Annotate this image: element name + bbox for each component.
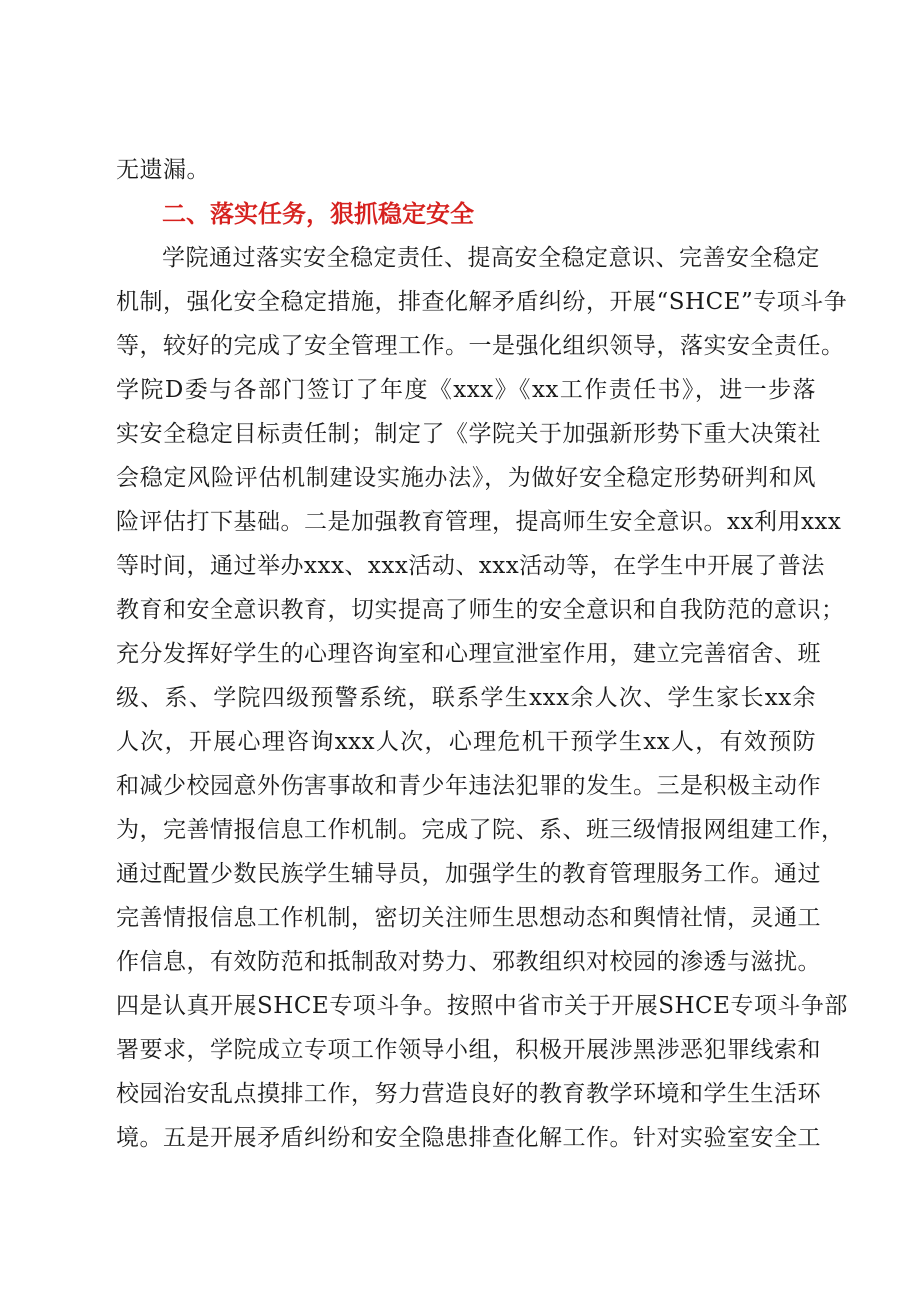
paragraph-line: 作信息，有效防范和抵制敌对势力、邪教组织对校园的渗透与滋扰。 (116, 949, 821, 975)
section-heading: 二、落实任务，狠抓稳定安全 (162, 200, 474, 228)
carry-over-line: 无遗漏。 (116, 157, 210, 183)
paragraph-line: 会稳定风险评估机制建设实施办法》，为做好安全稳定形势研判和风 (116, 465, 816, 491)
paragraph-line: 等时间，通过举办xxx、xxx活动、xxx活动等，在学生中开展了普法 (116, 553, 825, 579)
paragraph-line: 学院D委与各部门签订了年度《xxx》《xx工作责任书》，进一步落 (116, 377, 816, 403)
paragraph-line: 人次，开展心理咨询xxx人次，心理危机干预学生xx人，有效预防 (116, 729, 816, 755)
paragraph-line: 通过配置少数民族学生辅导员，加强学生的教育管理服务工作。通过 (116, 861, 821, 887)
paragraph-line: 险评估打下基础。二是加强教育管理，提高师生安全意识。xx利用xxx (116, 509, 842, 535)
paragraph-line: 等，较好的完成了安全管理工作。一是强化组织领导，落实安全责任。 (116, 333, 845, 359)
paragraph-line: 实安全稳定目标责任制；制定了《学院关于加强新形势下重大决策社 (116, 421, 821, 447)
paragraph-line: 为，完善情报信息工作机制。完成了院、系、班三级情报网组建工作， (116, 817, 845, 843)
paragraph-line: 完善情报信息工作机制，密切关注师生思想动态和舆情社情，灵通工 (116, 905, 821, 931)
paragraph-line: 校园治安乱点摸排工作，努力营造良好的教育教学环境和学生生活环 (116, 1081, 821, 1107)
paragraph-line: 境。五是开展矛盾纠纷和安全隐患排查化解工作。针对实验室安全工 (116, 1125, 821, 1151)
paragraph-line: 四是认真开展SHCE专项斗争。按照中省市关于开展SHCE专项斗争部 (116, 993, 848, 1019)
paragraph-line: 充分发挥好学生的心理咨询室和心理宣泄室作用，建立完善宿舍、班 (116, 641, 821, 667)
paragraph-line: 署要求，学院成立专项工作领导小组，积极开展涉黑涉恶犯罪线索和 (116, 1037, 821, 1063)
paragraph-line: 机制，强化安全稳定措施，排查化解矛盾纠纷，开展“SHCE”专项斗争 (116, 289, 848, 315)
paragraph-line: 和减少校园意外伤害事故和青少年违法犯罪的发生。三是积极主动作 (116, 773, 821, 799)
paragraph-line: 级、系、学院四级预警系统，联系学生xxx余人次、学生家长xx余 (116, 685, 816, 711)
paragraph-line: 学院通过落实安全稳定责任、提高安全稳定意识、完善安全稳定 (162, 245, 820, 271)
paragraph-line: 教育和安全意识教育，切实提高了师生的安全意识和自我防范的意识； (116, 597, 845, 623)
